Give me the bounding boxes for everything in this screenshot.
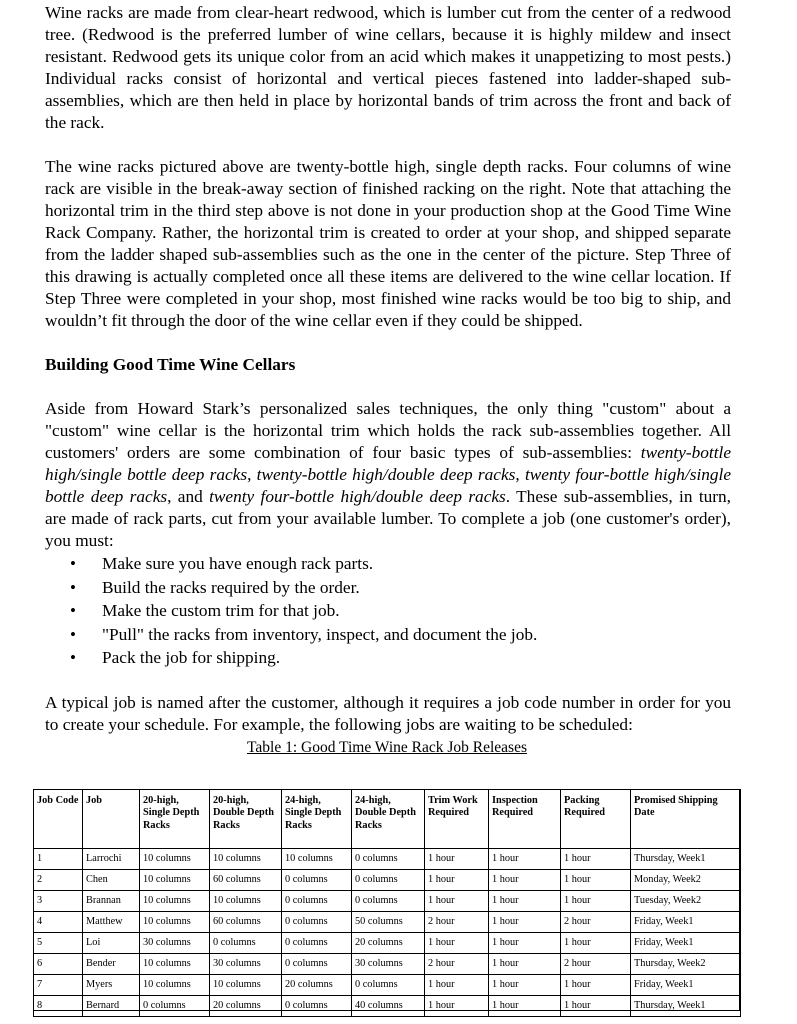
- header-shipping-date: Promised Shipping Date: [631, 790, 741, 849]
- cell-packing: 1 hour: [561, 849, 631, 870]
- cell-24-double: 0 columns: [352, 975, 425, 996]
- cell-24-single: 0 columns: [282, 954, 352, 975]
- cell-job: Matthew: [83, 912, 140, 933]
- paragraph-redwood: Wine racks are made from clear-heart redwood, which is lumber cut from the center of a redwood tree. (Redwood is the preferred lumber of wine cellars, because it is highly mildew and insect resistant. Redwood gets its unique color from an acid which makes it unappetizing to most pests.) Individual racks consist of horizontal and vertical pieces fastened into ladder-shaped sub-assemblies, which are then held in place by horizontal bands of trim across the front and back of the rack.: [45, 3, 731, 132]
- rack-type-1: twenty-bottle high/single bottle deep racks: [45, 443, 731, 484]
- list-item: [70, 576, 731, 600]
- cell-packing: 1 hour: [561, 996, 631, 1017]
- cell-trim: 1 hour: [425, 933, 489, 954]
- cell-job-code: 6: [34, 954, 83, 975]
- cell-trim: 1 hour: [425, 975, 489, 996]
- list-item: [70, 623, 731, 647]
- cell-24-double: 0 columns: [352, 849, 425, 870]
- paragraph-wine-racks-pictured: The wine racks pictured above are twenty-bottle high, single depth racks. Four columns of wine rack are visible in the break-away section of finished racking on the right. Note that attaching the horizontal trim in the third step above is not done in your production shop at the Good Time Wine Rack Company. Rather, the horizontal trim is created to order at your shop, and shipped separate from the ladder shaped sub-assemblies such as the one in the center of the picture. Step Three of this drawing is actually completed once all these items are delivered to the wine cellar location. If Step Three were completed in your shop, most finished wine racks would be too big to ship, and wouldn’t fit through the door of the wine cellar even if they could be shipped.: [45, 157, 731, 330]
- list-item-text: Make the custom trim for that job.: [102, 601, 340, 620]
- cell-job-code: 1: [34, 849, 83, 870]
- cell-20-single: 10 columns: [140, 849, 210, 870]
- cell-20-double: 10 columns: [210, 975, 282, 996]
- cell-job: Bernard: [83, 996, 140, 1017]
- table-title: [44, 739, 730, 757]
- cell-job: Chen: [83, 870, 140, 891]
- cell-job-code: 8: [34, 996, 83, 1017]
- cell-packing: 2 hour: [561, 912, 631, 933]
- cell-inspection: 1 hour: [489, 975, 561, 996]
- bullet-icon: •: [70, 577, 76, 597]
- rack-type-4: twenty four-bottle high/double deep racks: [209, 487, 506, 506]
- cell-20-single: 10 columns: [140, 870, 210, 891]
- rack-type-2: twenty-bottle high/double deep racks: [256, 465, 516, 484]
- cell-inspection: 1 hour: [489, 870, 561, 891]
- cell-24-double: 50 columns: [352, 912, 425, 933]
- cell-inspection: 1 hour: [489, 954, 561, 975]
- cell-shipping-date: Friday, Week1: [631, 933, 741, 954]
- header-packing: Packing Required: [561, 790, 631, 849]
- header-inspection: Inspection Required: [489, 790, 561, 849]
- cell-inspection: 1 hour: [489, 849, 561, 870]
- cell-20-single: 10 columns: [140, 954, 210, 975]
- cell-job: Loi: [83, 933, 140, 954]
- cell-24-single: 0 columns: [282, 870, 352, 891]
- cell-shipping-date: Friday, Week1: [631, 975, 741, 996]
- cell-20-double: 60 columns: [210, 870, 282, 891]
- cell-shipping-date: Thursday, Week1: [631, 849, 741, 870]
- header-job-code: Job Code: [34, 790, 83, 849]
- cell-24-single: 0 columns: [282, 891, 352, 912]
- cell-job: Larrochi: [83, 849, 140, 870]
- cell-job: Myers: [83, 975, 140, 996]
- cell-24-single: 20 columns: [282, 975, 352, 996]
- cell-24-single: 0 columns: [282, 912, 352, 933]
- table-row: [34, 912, 741, 933]
- cell-job: Bender: [83, 954, 140, 975]
- cell-24-single: 10 columns: [282, 849, 352, 870]
- header-job: Job: [83, 790, 140, 849]
- cell-trim: 1 hour: [425, 849, 489, 870]
- cell-inspection: 1 hour: [489, 912, 561, 933]
- cell-shipping-date: Monday, Week2: [631, 870, 741, 891]
- cell-24-single: 0 columns: [282, 933, 352, 954]
- list-item-text: Make sure you have enough rack parts.: [102, 554, 374, 573]
- cell-20-double: 60 columns: [210, 912, 282, 933]
- cell-job-code: 5: [34, 933, 83, 954]
- cell-20-single: 30 columns: [140, 933, 210, 954]
- section-heading: Building Good Time Wine Cellars: [45, 355, 296, 374]
- paragraph-custom-cellar: [45, 398, 731, 552]
- cell-inspection: 1 hour: [489, 996, 561, 1017]
- bullet-icon: •: [70, 601, 76, 620]
- separator: , and: [167, 487, 210, 506]
- cell-20-double: 0 columns: [210, 933, 282, 954]
- cell-trim: 2 hour: [425, 912, 489, 933]
- table-row: [34, 975, 741, 996]
- cell-job-code: 7: [34, 975, 83, 996]
- cell-20-single: 10 columns: [140, 912, 210, 933]
- table-row: [34, 891, 741, 912]
- list-item: [70, 552, 731, 576]
- header-20-single: 20-high, Single Depth Racks: [140, 790, 210, 849]
- separator: ,: [515, 465, 525, 484]
- list-item-text: Build the racks required by the order.: [102, 577, 360, 597]
- cell-24-double: 0 columns: [352, 891, 425, 912]
- cell-shipping-date: Friday, Week1: [631, 912, 741, 933]
- cell-trim: 1 hour: [425, 996, 489, 1017]
- cell-shipping-date: Thursday, Week2: [631, 954, 741, 975]
- list-item-text: "Pull" the racks from inventory, inspect, and document the job.: [102, 624, 538, 644]
- cell-20-double: 10 columns: [210, 891, 282, 912]
- table-row: [34, 870, 741, 891]
- header-24-single: 24-high, Single Depth Racks: [282, 790, 352, 849]
- cell-24-double: 40 columns: [352, 996, 425, 1017]
- paragraph-text: . These sub-assemblies, in turn, are made of rack parts, cut from your available lumber. To complete a job (one customer's order), you must:: [45, 487, 731, 550]
- table-row: [34, 996, 741, 1017]
- cell-20-single: 10 columns: [140, 891, 210, 912]
- cell-job: Brannan: [83, 891, 140, 912]
- cell-inspection: 1 hour: [489, 933, 561, 954]
- cell-20-double: 20 columns: [210, 996, 282, 1017]
- cell-job-code: 2: [34, 870, 83, 891]
- cell-trim: 1 hour: [425, 891, 489, 912]
- bullet-icon: •: [70, 624, 76, 644]
- cell-packing: 1 hour: [561, 933, 631, 954]
- cell-shipping-date: Thursday, Week1: [631, 996, 741, 1017]
- cell-20-double: 30 columns: [210, 954, 282, 975]
- list-item: [70, 599, 731, 623]
- header-20-double: 20-high, Double Depth Racks: [210, 790, 282, 849]
- steps-list: [45, 552, 731, 670]
- header-24-double: 24-high, Double Depth Racks: [352, 790, 425, 849]
- cell-job-code: 3: [34, 891, 83, 912]
- table-header-row: [34, 790, 741, 849]
- cell-24-double: 0 columns: [352, 870, 425, 891]
- list-item-text: Pack the job for shipping.: [102, 648, 281, 667]
- cell-packing: 1 hour: [561, 975, 631, 996]
- table-row: [34, 849, 741, 870]
- cell-20-single: 10 columns: [140, 975, 210, 996]
- table-row: [34, 954, 741, 975]
- bullet-icon: •: [70, 648, 76, 667]
- paragraph-typical-job: A typical job is named after the customer, although it requires a job code number in order for you to create your schedule. For example, the following jobs are waiting to be scheduled:: [45, 692, 731, 734]
- cell-job-code: 4: [34, 912, 83, 933]
- document-body: [45, 2, 731, 757]
- table-body: [34, 849, 741, 1017]
- cell-24-double: 20 columns: [352, 933, 425, 954]
- table-row: [34, 933, 741, 954]
- cell-20-double: 10 columns: [210, 849, 282, 870]
- separator: ,: [247, 465, 257, 484]
- cell-24-single: 0 columns: [282, 996, 352, 1017]
- cell-packing: 2 hour: [561, 954, 631, 975]
- header-trim: Trim Work Required: [425, 790, 489, 849]
- cell-shipping-date: Tuesday, Week2: [631, 891, 741, 912]
- cell-24-double: 30 columns: [352, 954, 425, 975]
- cell-trim: 2 hour: [425, 954, 489, 975]
- job-releases-table: [33, 789, 741, 1017]
- list-item: [70, 646, 731, 670]
- cell-inspection: 1 hour: [489, 891, 561, 912]
- bullet-icon: •: [70, 554, 76, 573]
- paragraph-text: Aside from Howard Stark’s personalized sales techniques, the only thing "custom" about a "custom" wine cellar is the horizontal trim which holds the rack sub-assemblies together. All customers' orders are some combination of four basic types of sub-assemblies:: [45, 399, 731, 462]
- cell-packing: 1 hour: [561, 870, 631, 891]
- cell-packing: 1 hour: [561, 891, 631, 912]
- cell-trim: 1 hour: [425, 870, 489, 891]
- table-title-text: Table 1: Good Time Wine Rack Job Releases: [247, 738, 527, 756]
- cell-20-single: 0 columns: [140, 996, 210, 1017]
- rack-type-3: twenty four-bottle high/single bottle deep racks: [45, 465, 731, 506]
